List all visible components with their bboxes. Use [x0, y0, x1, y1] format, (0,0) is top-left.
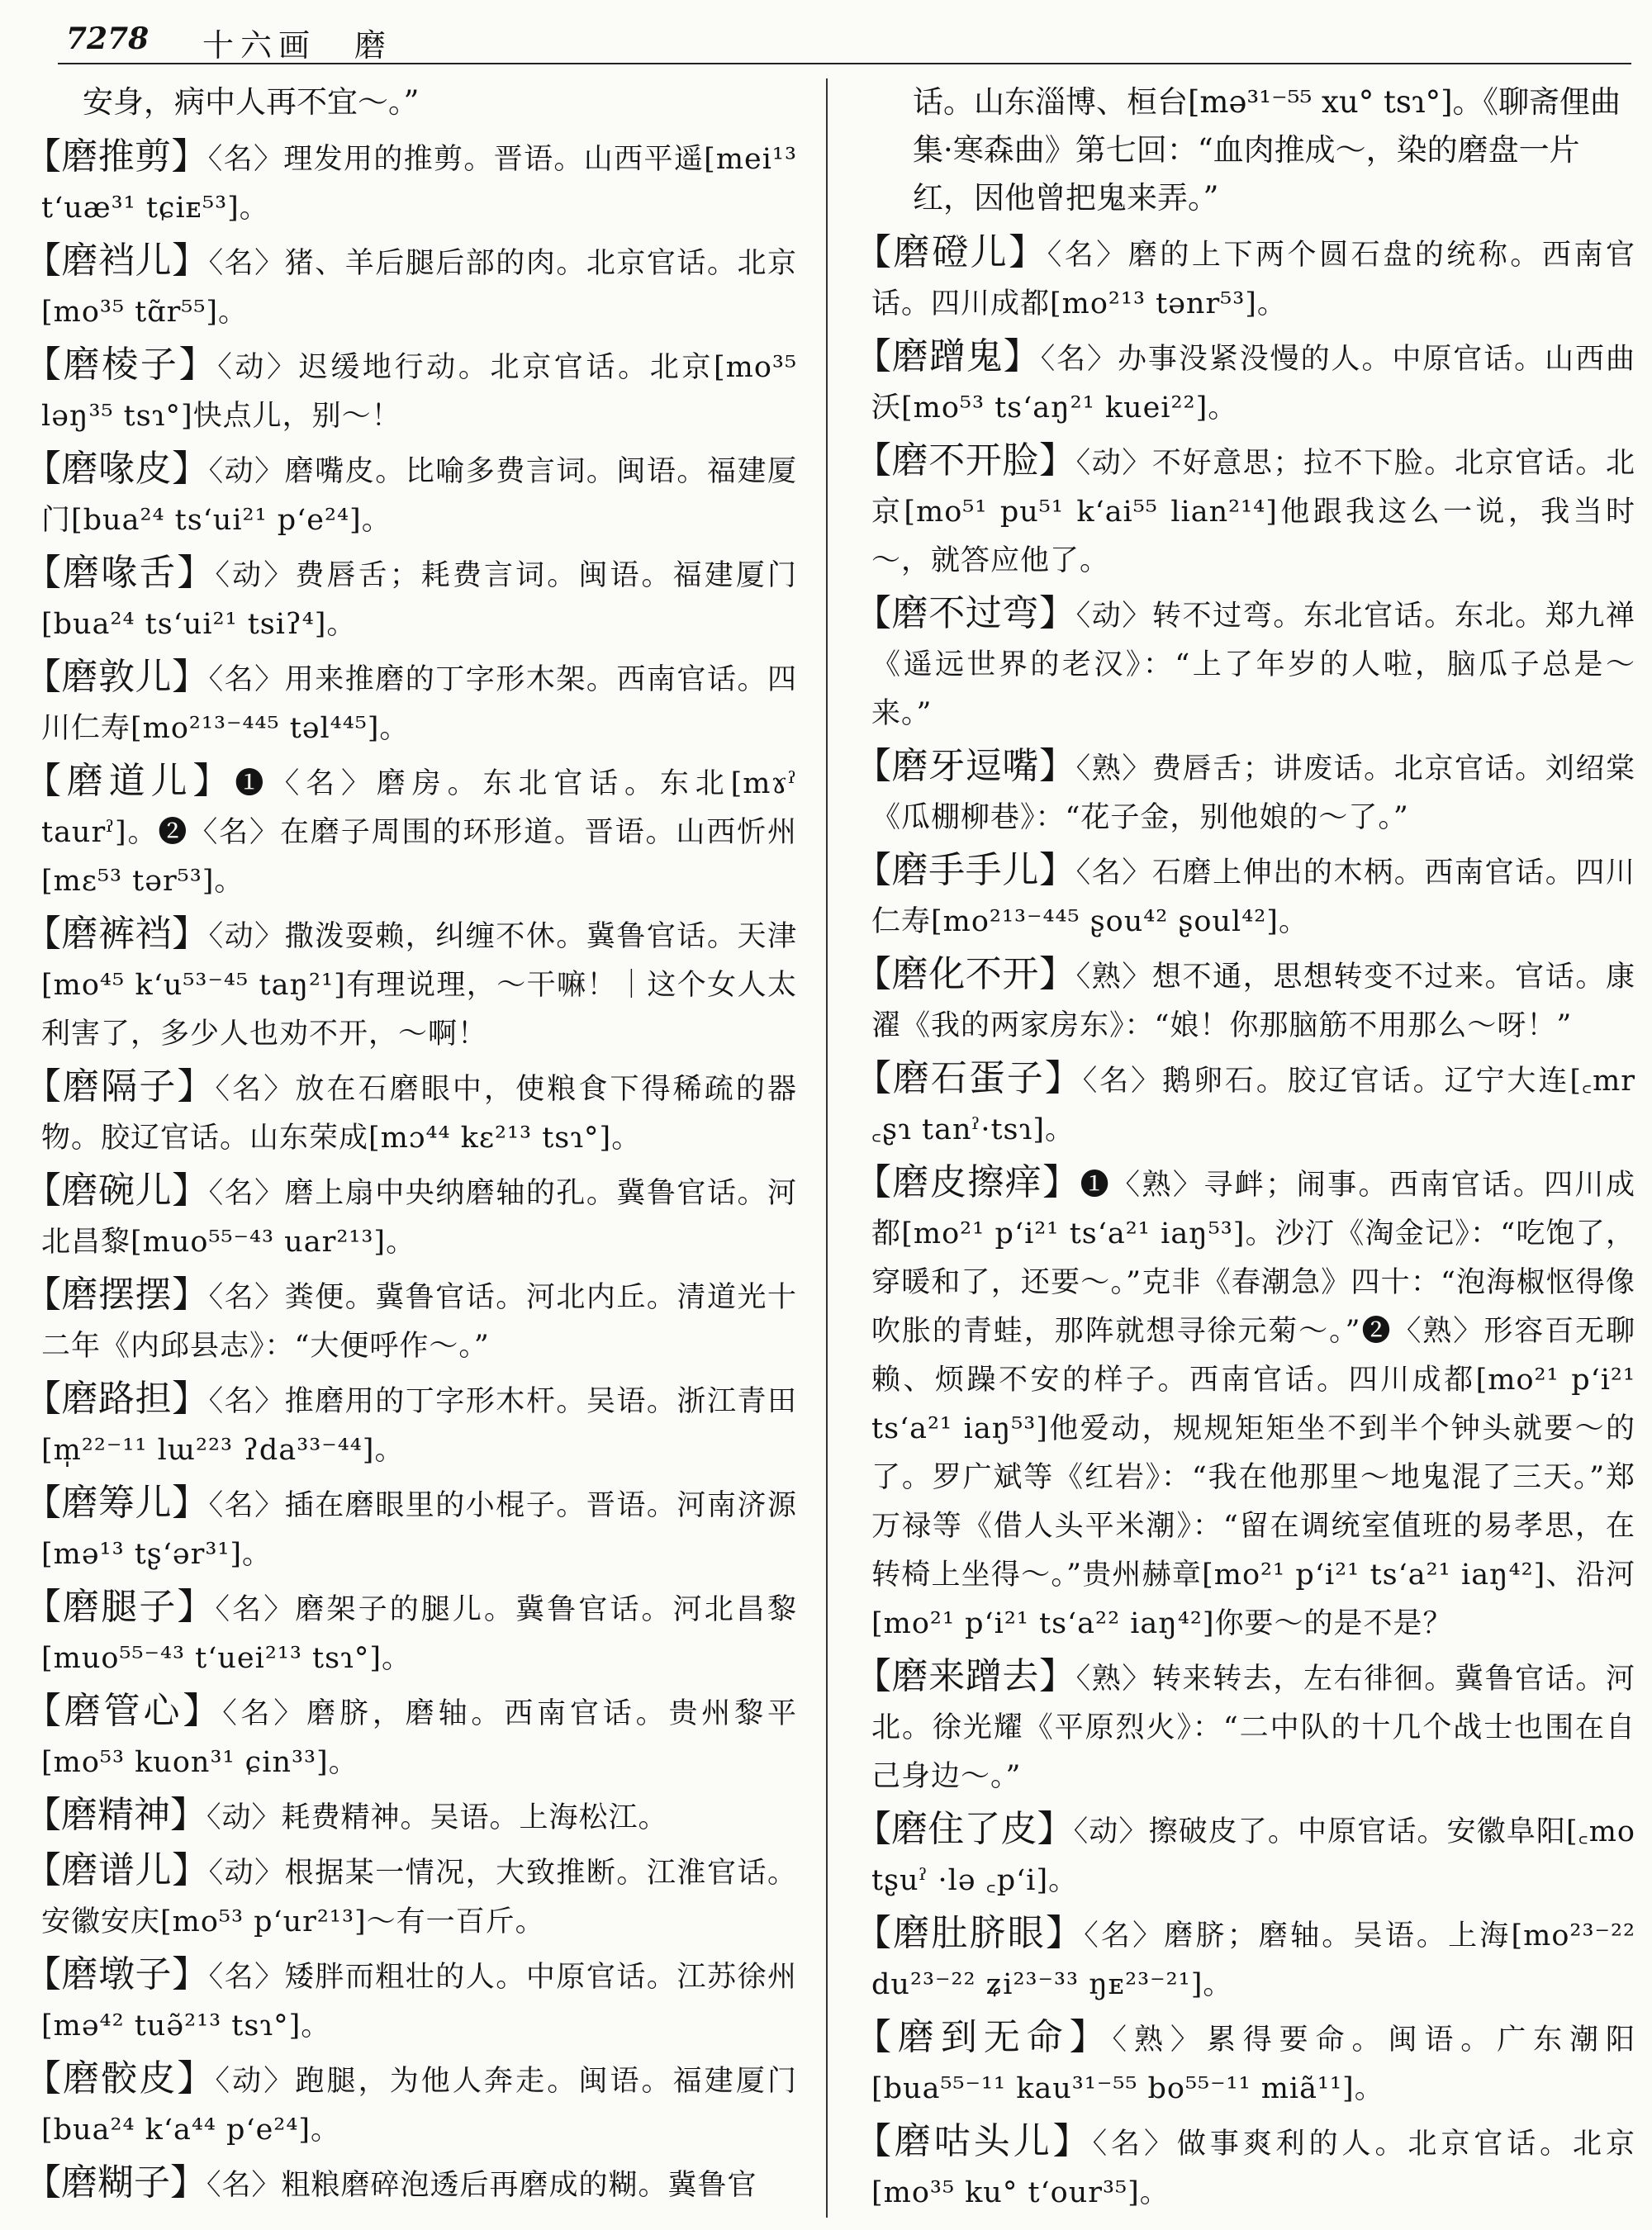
entry-definition: 〈名〉磨架子的腿儿。冀鲁官话。河北昌黎[muo⁵⁵⁻⁴³ tʻuei²¹³ tsɿ°]。	[41, 1593, 797, 1675]
dictionary-entry	[855, 1159, 1635, 1648]
header-rule	[58, 63, 1631, 64]
entry-definition: 〈熟〉转来转去，左右徘徊。冀鲁官话。河北。徐光耀《平原烈火》：“二中队的十几个战士也围在自己身边～。”	[871, 1663, 1635, 1793]
dictionary-entry	[25, 1479, 797, 1578]
entry-headword: 【磨手手儿】	[855, 849, 1076, 891]
dictionary-entry	[25, 237, 797, 336]
entry-list	[855, 229, 1635, 2213]
entry-definition: 〈名〉矮胖而粗壮的人。中原官话。江苏徐州[mə⁴² tuə̃²¹³ tsɿ°]。	[41, 1961, 797, 2043]
entry-headword: 【磨喙皮】	[25, 448, 209, 490]
entry-headword: 【磨来蹭去】	[855, 1655, 1076, 1697]
entry-headword: 【磨咕头儿】	[855, 2120, 1093, 2162]
entry-headword: 【磨摆摆】	[25, 1274, 209, 1316]
entry-headword: 【磨碗儿】	[25, 1170, 209, 1212]
dictionary-entry	[25, 2055, 797, 2154]
entry-definition: 〈名〉磨的上下两个圆石盘的统称。西南官话。四川成都[mo²¹³ tənr⁵³]。	[871, 239, 1635, 320]
entry-headword: 【磨住了皮】	[855, 1808, 1074, 1850]
dictionary-entry	[25, 341, 797, 440]
dictionary-entry	[25, 910, 797, 1058]
entry-definition: 〈动〉跑腿，为他人奔走。闽语。福建厦门[bua²⁴ kʻa⁴⁴ pʻe²⁴]。	[41, 2065, 797, 2147]
continued-text: 安身，病中人再不宜～。”	[83, 84, 420, 120]
entry-headword: 【磨谱儿】	[25, 1849, 209, 1891]
entry-definition: 〈名〉磨上扇中央纳磨轴的孔。冀鲁官话。河北昌黎[muo⁵⁵⁻⁴³ uar²¹³]。	[41, 1177, 797, 1259]
entry-definition: 〈名〉石磨上伸出的木柄。西南官话。四川仁寿[mo²¹³⁻⁴⁴⁵ ʂou⁴² ʂoul⁴²]。	[871, 856, 1635, 938]
entry-list	[25, 133, 797, 2209]
dictionary-entry	[25, 1847, 797, 1946]
dictionary-entry	[855, 743, 1635, 842]
continued-text: 话。山东淄博、桓台[mə³¹⁻⁵⁵ xu° tsɿ°]。《聊斋俚曲集·寒森曲》第七回：“血肉推成～，染的磨盘一片红，因他曾把鬼来弄。”	[913, 84, 1621, 216]
entry-headword: 【磨裤裆】	[25, 913, 209, 955]
column-divider	[826, 78, 828, 2218]
entry-headword: 【磨墩子】	[25, 1953, 209, 1995]
entry-definition: 〈动〉迟缓地行动。北京官话。北京[mo³⁵ ləŋ³⁵ tsɿ°]快点儿，别～！	[41, 351, 797, 433]
entry-headword: 【磨糊子】	[25, 2161, 206, 2204]
entry-definition: 〈动〉根据某一情况，大致推断。江淮官话。安徽安庆[mo⁵³ pʻur²¹³]～有一百斤。	[41, 1857, 797, 1938]
entry-headword: 【磨裆儿】	[25, 240, 209, 282]
dictionary-entry	[25, 1271, 797, 1370]
entry-headword: 【磨道儿】	[25, 760, 235, 802]
entry-definition: 〈熟〉累得要命。闽语。广东潮阳[bua⁵⁵⁻¹¹ kau³¹⁻⁵⁵ bo⁵⁵⁻¹¹ miã¹¹]。	[871, 2024, 1635, 2105]
running-title: 十六画 磨	[202, 27, 393, 64]
entry-headword: 【磨骹皮】	[25, 2057, 216, 2100]
dictionary-entry	[855, 590, 1635, 738]
entry-headword: 【磨磴儿】	[855, 231, 1047, 273]
entry-definition: 〈动〉磨嘴皮。比喻多费言词。闽语。福建厦门[bua²⁴ tsʻui²¹ pʻe²⁴]。	[41, 455, 797, 537]
entry-headword: 【磨喙舌】	[25, 552, 216, 594]
dictionary-entry	[25, 549, 797, 648]
entry-headword: 【磨推剪】	[25, 135, 208, 178]
dictionary-entry	[855, 437, 1635, 585]
dictionary-entry	[855, 1653, 1635, 1801]
entry-headword: 【磨精神】	[25, 1794, 206, 1836]
entry-definition: 〈熟〉费唇舌；讲废话。北京官话。刘绍棠《瓜棚柳巷》：“花子金，别他娘的～了。”	[871, 752, 1635, 834]
entry-headword: 【磨管心】	[25, 1690, 223, 1732]
entry-definition: 〈名〉做事爽利的人。北京官话。北京[mo³⁵ ku° tʻour³⁵]。	[871, 2128, 1635, 2209]
dictionary-entry	[25, 1687, 797, 1786]
dictionary-entry	[25, 1583, 797, 1682]
entry-definition: 〈名〉磨脐，磨轴。西南官话。贵州黎平[mo⁵³ kuon³¹ ɕin³³]。	[41, 1697, 797, 1779]
entry-definition: 〈动〉撒泼耍赖，纠缠不休。冀鲁官话。天津[mo⁴⁵ kʻu⁵³⁻⁴⁵ taŋ²¹]有理说理，～干嘛！｜这个女人太利害了，多少人也劝不开，～啊！	[41, 920, 797, 1051]
dictionary-entry	[855, 333, 1635, 432]
entry-headword: 【磨筹儿】	[25, 1482, 209, 1524]
entry-definition: ❶〈熟〉寻衅；闹事。西南官话。四川成都[mo²¹ pʻi²¹ tsʻa²¹ iaŋ⁵³]。沙汀《淘金记》：“吃饱了，穿暖和了，还要～。”克非《春潮急》四十：“泡海椒怄得像吹胀的青蛙，那阵就想寻徐元菊～。”❷〈熟〉形容百无聊赖、烦躁不安的样子。西南官话。四川成都[mo²¹ pʻi²¹ tsʻa²¹ iaŋ⁵³]他爱动，规规矩矩坐不到半个钟头就要～的了。罗广斌等《红岩》：“我在他那里～地鬼混了三天。”郑万禄等《借人头平米潮》：“留在调统室值班的易孝思，在转椅上坐得～。”贵州赫章[mo²¹ pʻi²¹ tsʻa²¹ iaŋ⁴²]、沿河[mo²¹ pʻi²¹ tsʻa²² iaŋ⁴²]你要～的是不是？	[871, 1169, 1635, 1640]
entry-definition: 〈动〉转不过弯。东北官话。东北。郑九禅《遥远世界的老汉》：“上了年岁的人啦，脑瓜子总是～来。”	[871, 600, 1635, 730]
dictionary-entry	[855, 1805, 1635, 1905]
entry-definition: 〈名〉粪便。冀鲁官话。河北内丘。清道光十二年《内邱县志》：“大便呼作～。”	[41, 1281, 797, 1363]
dictionary-entry	[25, 1063, 797, 1162]
entry-definition: 〈动〉不好意思；拉不下脸。北京官话。北京[mo⁵¹ pu⁵¹ kʻai⁵⁵ lian²¹⁴]他跟我这么一说，我当时～，就答应他了。	[871, 447, 1635, 577]
entry-definition: 〈名〉放在石磨眼中，使粮食下得稀疏的器物。胶辽官话。山东荣成[mɔ⁴⁴ kɛ²¹³ tsɿ°]。	[41, 1073, 797, 1155]
entry-definition: 〈动〉擦破皮了。中原官话。安徽阜阳[꜀mo tʂuˀ ·lə ꜀pʻi]。	[871, 1815, 1635, 1897]
entry-headword: 【磨路担】	[25, 1378, 209, 1420]
entry-definition: 〈熟〉想不通，思想转变不过来。官话。康濯《我的两家房东》：“娘！你那脑筋不用那么～呀！”	[871, 961, 1635, 1042]
entry-headword: 【磨蹭鬼】	[855, 335, 1041, 377]
dictionary-entry	[855, 2014, 1635, 2113]
dictionary-entry	[855, 1910, 1635, 2009]
left-column	[25, 78, 797, 2213]
dictionary-entry	[25, 653, 797, 752]
entry-definition: 〈名〉磨脐；磨轴。吴语。上海[mo²³⁻²² du²³⁻²² ʑi²³⁻³³ ŋᴇ²³⁻²¹]。	[871, 1919, 1635, 2001]
entry-definition: 〈名〉用来推磨的丁字形木架。西南官话。四川仁寿[mo²¹³⁻⁴⁴⁵ təl⁴⁴⁵]。	[41, 663, 797, 745]
entry-headword: 【磨肚脐眼】	[855, 1912, 1085, 1954]
entry-definition: 〈名〉理发用的推剪。晋语。山西平遥[mei¹³ tʻuæ³¹ tɕiᴇ⁵³]。	[41, 143, 797, 225]
dictionary-entry	[855, 847, 1635, 946]
dictionary-entry	[855, 229, 1635, 328]
entry-definition: 〈名〉猪、羊后腿后部的肉。北京官话。北京[mo³⁵ tɑ̃r⁵⁵]。	[41, 247, 797, 329]
page-number: 7278	[66, 21, 150, 56]
entry-definition: 〈名〉鹅卵石。胶辽官话。辽宁大连[꜀mr ꜀ʂɿ tanˀ·tsɿ]。	[871, 1065, 1635, 1146]
entry-headword: 【磨棱子】	[25, 344, 218, 386]
entry-headword: 【磨牙逗嘴】	[855, 745, 1076, 787]
dictionary-entry	[855, 2118, 1635, 2213]
dictionary-entry	[25, 2159, 797, 2209]
dictionary-entry	[25, 1375, 797, 1474]
entry-headword: 【磨皮擦痒】	[855, 1161, 1080, 1203]
dictionary-entry	[25, 445, 797, 544]
entry-definition: 〈名〉推磨用的丁字形木杆。吴语。浙江青田[m̩²²⁻¹¹ lɯ²²³ ʔda³³⁻⁴⁴]。	[41, 1385, 797, 1467]
entry-headword: 【磨到无命】	[855, 2016, 1113, 2058]
right-column	[855, 78, 1635, 2213]
entry-headword: 【磨化不开】	[855, 953, 1076, 995]
entry-headword: 【磨石蛋子】	[855, 1057, 1083, 1099]
dictionary-entry	[25, 1167, 797, 1266]
page-header	[58, 17, 1631, 64]
entry-definition: ❶〈名〉磨房。东北官话。东北[mɤˀ taurˀ]。❷〈名〉在磨子周围的环形道。晋语。山西忻州[mɛ⁵³ tər⁵³]。	[41, 767, 797, 898]
dictionary-entry	[25, 133, 797, 232]
entry-headword: 【磨不过弯】	[855, 592, 1076, 634]
entry-definition: 〈动〉耗费精神。吴语。上海松江。	[206, 1801, 668, 1834]
entry-headword: 【磨隔子】	[25, 1065, 216, 1108]
entry-definition: 〈名〉插在磨眼里的小棍子。晋语。河南济源[mə¹³ tʂʻər³¹]。	[41, 1489, 797, 1571]
entry-headword: 【磨不开脸】	[855, 439, 1076, 482]
entry-definition: 〈动〉费唇舌；耗费言词。闽语。福建厦门[bua²⁴ tsʻui²¹ tsiʔ⁴]。	[41, 559, 797, 641]
entry-definition: 〈名〉办事没紧没慢的人。中原官话。山西曲沃[mo⁵³ tsʻaŋ²¹ kuei²²]。	[871, 343, 1635, 425]
dictionary-entry	[25, 757, 797, 905]
dictionary-entry	[25, 1951, 797, 2050]
entry-headword: 【磨敦儿】	[25, 656, 209, 698]
dictionary-entry	[25, 1791, 797, 1842]
dictionary-entry	[855, 951, 1635, 1050]
entry-definition: 〈名〉粗粮磨碎泡透后再磨成的糊。冀鲁官	[206, 2169, 757, 2202]
entry-headword: 【磨腿子】	[25, 1586, 216, 1628]
dictionary-entry	[855, 1055, 1635, 1154]
